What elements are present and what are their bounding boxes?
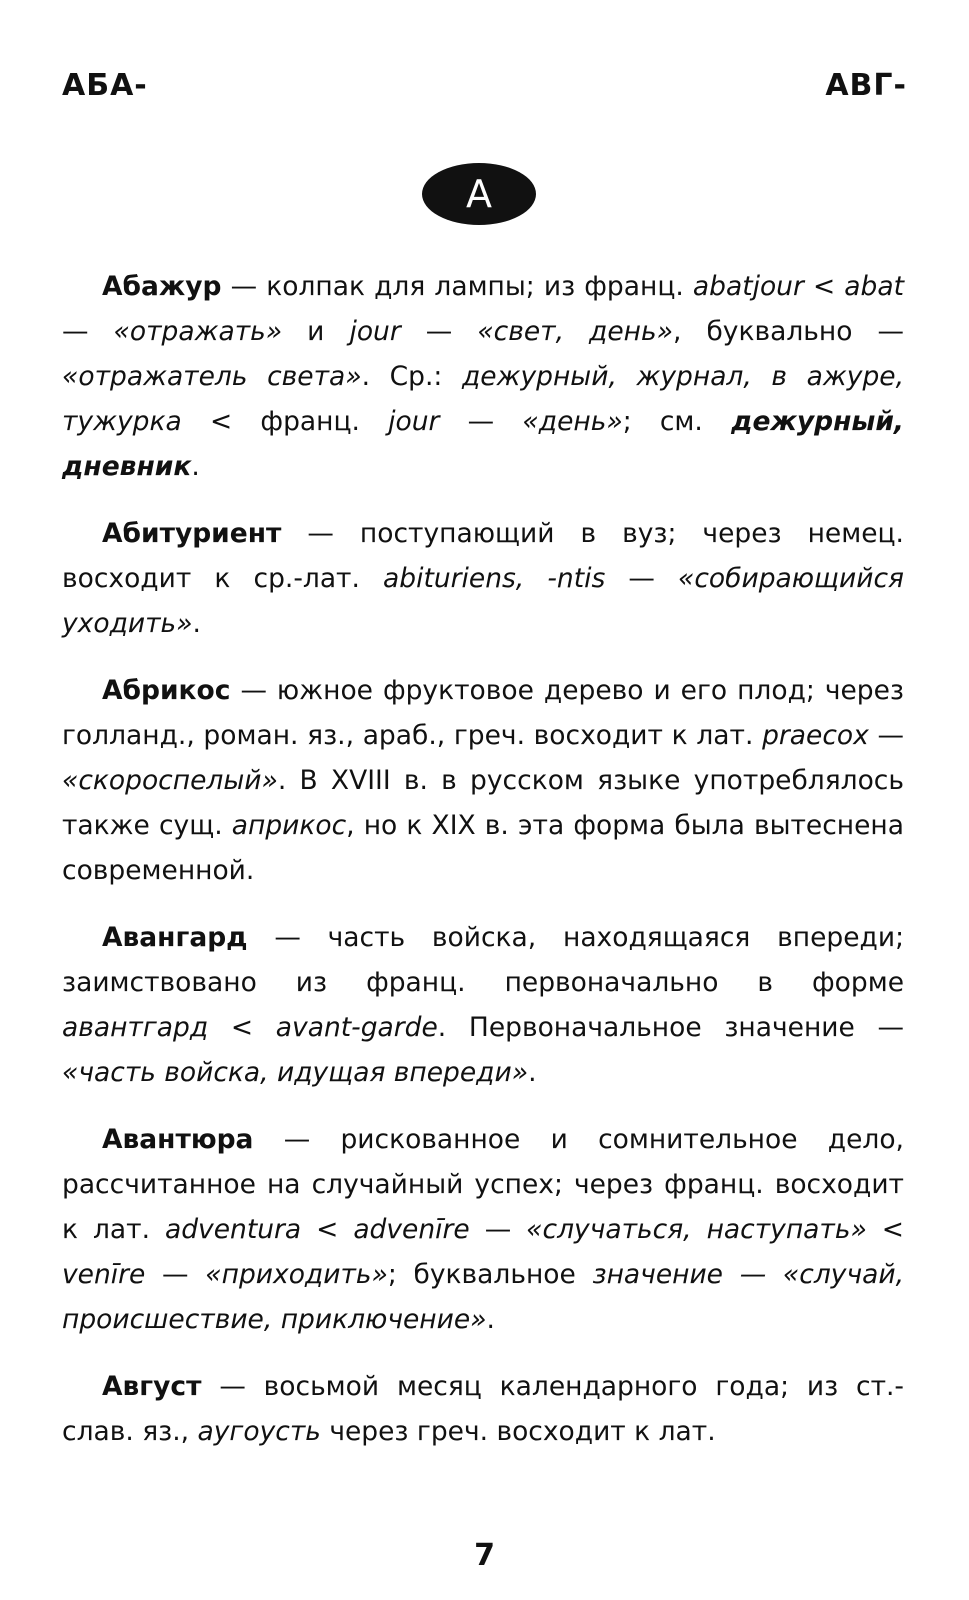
entry-text: — южное фруктовое дерево и его плод; через голланд., роман. яз., араб., греч. восходит к лат.: [62, 675, 904, 751]
entry-italic-text: advenīre: [353, 1214, 470, 1245]
entry-text: < франц.: [181, 406, 389, 437]
entry-italic-text: «отражать»: [113, 316, 283, 347]
entry-text: —: [400, 316, 478, 347]
entry-text: —: [62, 316, 114, 347]
entry-italic-text: априкос: [231, 810, 347, 841]
entry-text: <: [301, 1214, 354, 1245]
entry-italic-text: praecox: [762, 720, 869, 751]
page-number: 7: [474, 1538, 495, 1573]
header-left-guide-word: АБА-: [62, 68, 148, 103]
entry-italic-text: «случаться, наступать»: [526, 1214, 867, 1245]
entry-italic-text: «приходить»: [205, 1259, 388, 1290]
dictionary-entry: [62, 1364, 904, 1454]
dictionary-entries: [62, 264, 904, 1476]
entry-headword: Абитуриент: [102, 518, 282, 549]
entry-italic-text: «отражатель света»: [62, 361, 362, 392]
entry-italic-text: «свет, день»: [477, 316, 673, 347]
entry-italic-text: avant-garde: [275, 1012, 438, 1043]
entry-text: , но к XIX в. эта форма была вытеснена современной.: [62, 810, 904, 886]
entry-text: — рискованное и сомнительное дело, рассчитанное на случайный успех; через франц. восходит к лат.: [62, 1124, 904, 1245]
entry-text: —: [868, 720, 904, 751]
entry-text: . В XVIII в. в русском языке употреблялось также сущ.: [62, 765, 904, 841]
entry-italic-text: abatjour: [692, 271, 804, 302]
entry-italic-text: значение — «случай, происшествие, приключение»: [62, 1259, 905, 1335]
entry-text: ; буквальное: [387, 1259, 593, 1290]
entry-italic-text: аугоусть: [197, 1416, 321, 1447]
entry-italic-text: jour: [388, 406, 440, 437]
dictionary-entry: [62, 511, 904, 646]
entry-italic-text: adventura: [164, 1214, 302, 1245]
entry-italic-text: «часть войска, идущая впереди»: [62, 1057, 529, 1088]
entry-text: <: [208, 1012, 276, 1043]
dictionary-entry: [62, 915, 904, 1095]
entry-text: — часть войска, находящаяся впереди; заимствовано из франц. первоначально в форме: [62, 922, 904, 998]
entry-text: ; см.: [622, 406, 732, 437]
entry-text: — колпак для лампы; из франц.: [221, 271, 693, 302]
entry-headword: Август: [102, 1371, 202, 1402]
entry-italic-text: jour: [349, 316, 401, 347]
entry-italic-text: дежурный, журнал, в ажуре, тужурка: [62, 361, 904, 437]
entry-text: .: [528, 1057, 537, 1088]
entry-italic-text: «день»: [522, 406, 623, 437]
entry-italic-text: «собирающийся уходить»: [62, 563, 904, 639]
entry-headword: Абажур: [102, 271, 222, 302]
entry-text: —: [469, 1214, 527, 1245]
entry-text: — поступающий в вуз; через немец. восходит к ср.-лат.: [62, 518, 904, 594]
entry-text: <: [866, 1214, 904, 1245]
entry-text: .: [486, 1304, 495, 1335]
entry-cross-reference: дежурный, дневник: [62, 406, 904, 482]
section-letter: А: [466, 172, 492, 216]
entry-headword: Авантюра: [102, 1124, 254, 1155]
entry-headword: Авангард: [102, 922, 248, 953]
entry-italic-text: venīre: [62, 1259, 146, 1290]
section-letter-badge: [422, 163, 536, 225]
dictionary-entry: [62, 668, 904, 893]
entry-text: .: [192, 608, 201, 639]
entry-text: . Первоначальное значение —: [437, 1012, 905, 1043]
dictionary-entry: [62, 264, 904, 489]
entry-text: — восьмой месяц календарного года; из ст.-слав. яз.,: [62, 1371, 904, 1447]
entry-text: —: [145, 1259, 206, 1290]
entry-text: —: [605, 563, 678, 594]
entry-text: .: [191, 451, 200, 482]
entry-text: —: [439, 406, 523, 437]
entry-italic-text: «скороспелый»: [62, 765, 278, 796]
entry-text: и: [282, 316, 350, 347]
entry-italic-text: abat: [844, 271, 904, 302]
entry-text: . Ср.:: [361, 361, 462, 392]
entry-text: через греч. восходит к лат.: [320, 1416, 716, 1447]
entry-italic-text: abituriens, -ntis: [383, 563, 606, 594]
entry-text: , буквально —: [672, 316, 904, 347]
dictionary-entry: [62, 1117, 904, 1342]
header-right-guide-word: АВГ-: [825, 68, 907, 103]
entry-headword: Абрикос: [102, 675, 231, 706]
running-header: [62, 68, 907, 118]
entry-italic-text: авантгард: [62, 1012, 209, 1043]
entry-text: <: [803, 271, 845, 302]
